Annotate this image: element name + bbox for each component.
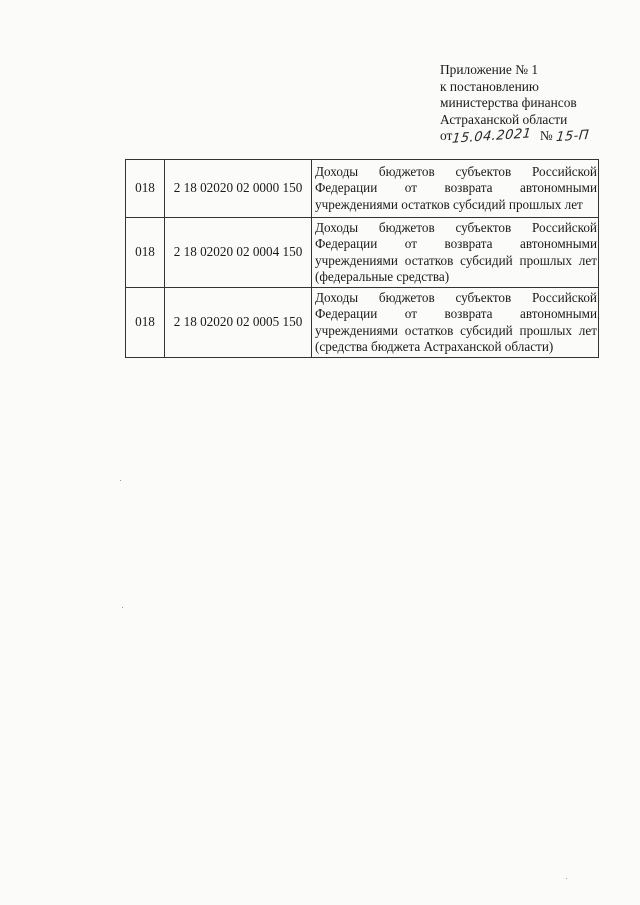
date-prefix: от: [440, 128, 453, 144]
appendix-date-line: [440, 128, 630, 146]
income-name-cell: Доходы бюджетов субъектов Российской Федерации от возврата автономными учреждениями остатков субсидий прошлых лет: [312, 160, 599, 218]
handwritten-date: 15.04.2021: [451, 126, 533, 148]
budget-code-cell: 2 18 02020 02 0000 150: [165, 160, 312, 218]
income-name-cell: Доходы бюджетов субъектов Российской Федерации от возврата автономными учреждениями остатков субсидий прошлых лет (средства бюджета Астраханской области): [312, 288, 599, 358]
budget-code-cell: 2 18 02020 02 0005 150: [165, 288, 312, 358]
appendix-region-line: Астраханской области: [440, 111, 568, 127]
income-name-cell: Доходы бюджетов субъектов Российской Федерации от возврата автономными учреждениями остатков субсидий прошлых лет (федеральные средства): [312, 218, 599, 288]
budget-codes-table: [125, 159, 599, 358]
admin-code-cell: 018: [126, 288, 165, 358]
appendix-title: Приложение № 1: [440, 62, 539, 77]
number-sign: №: [539, 128, 553, 144]
appendix-header: [440, 62, 630, 146]
budget-code-cell: 2 18 02020 02 0004 150: [165, 218, 312, 288]
appendix-ministry-line: министерства финансов: [440, 95, 577, 111]
table-row: [126, 160, 599, 218]
appendix-ref-line: к постановлению: [440, 78, 539, 94]
admin-code-cell: 018: [126, 160, 165, 218]
handwritten-number: 15-П: [554, 128, 590, 146]
admin-code-cell: 018: [126, 218, 165, 288]
table-row: [126, 288, 599, 358]
table-row: [126, 218, 599, 288]
